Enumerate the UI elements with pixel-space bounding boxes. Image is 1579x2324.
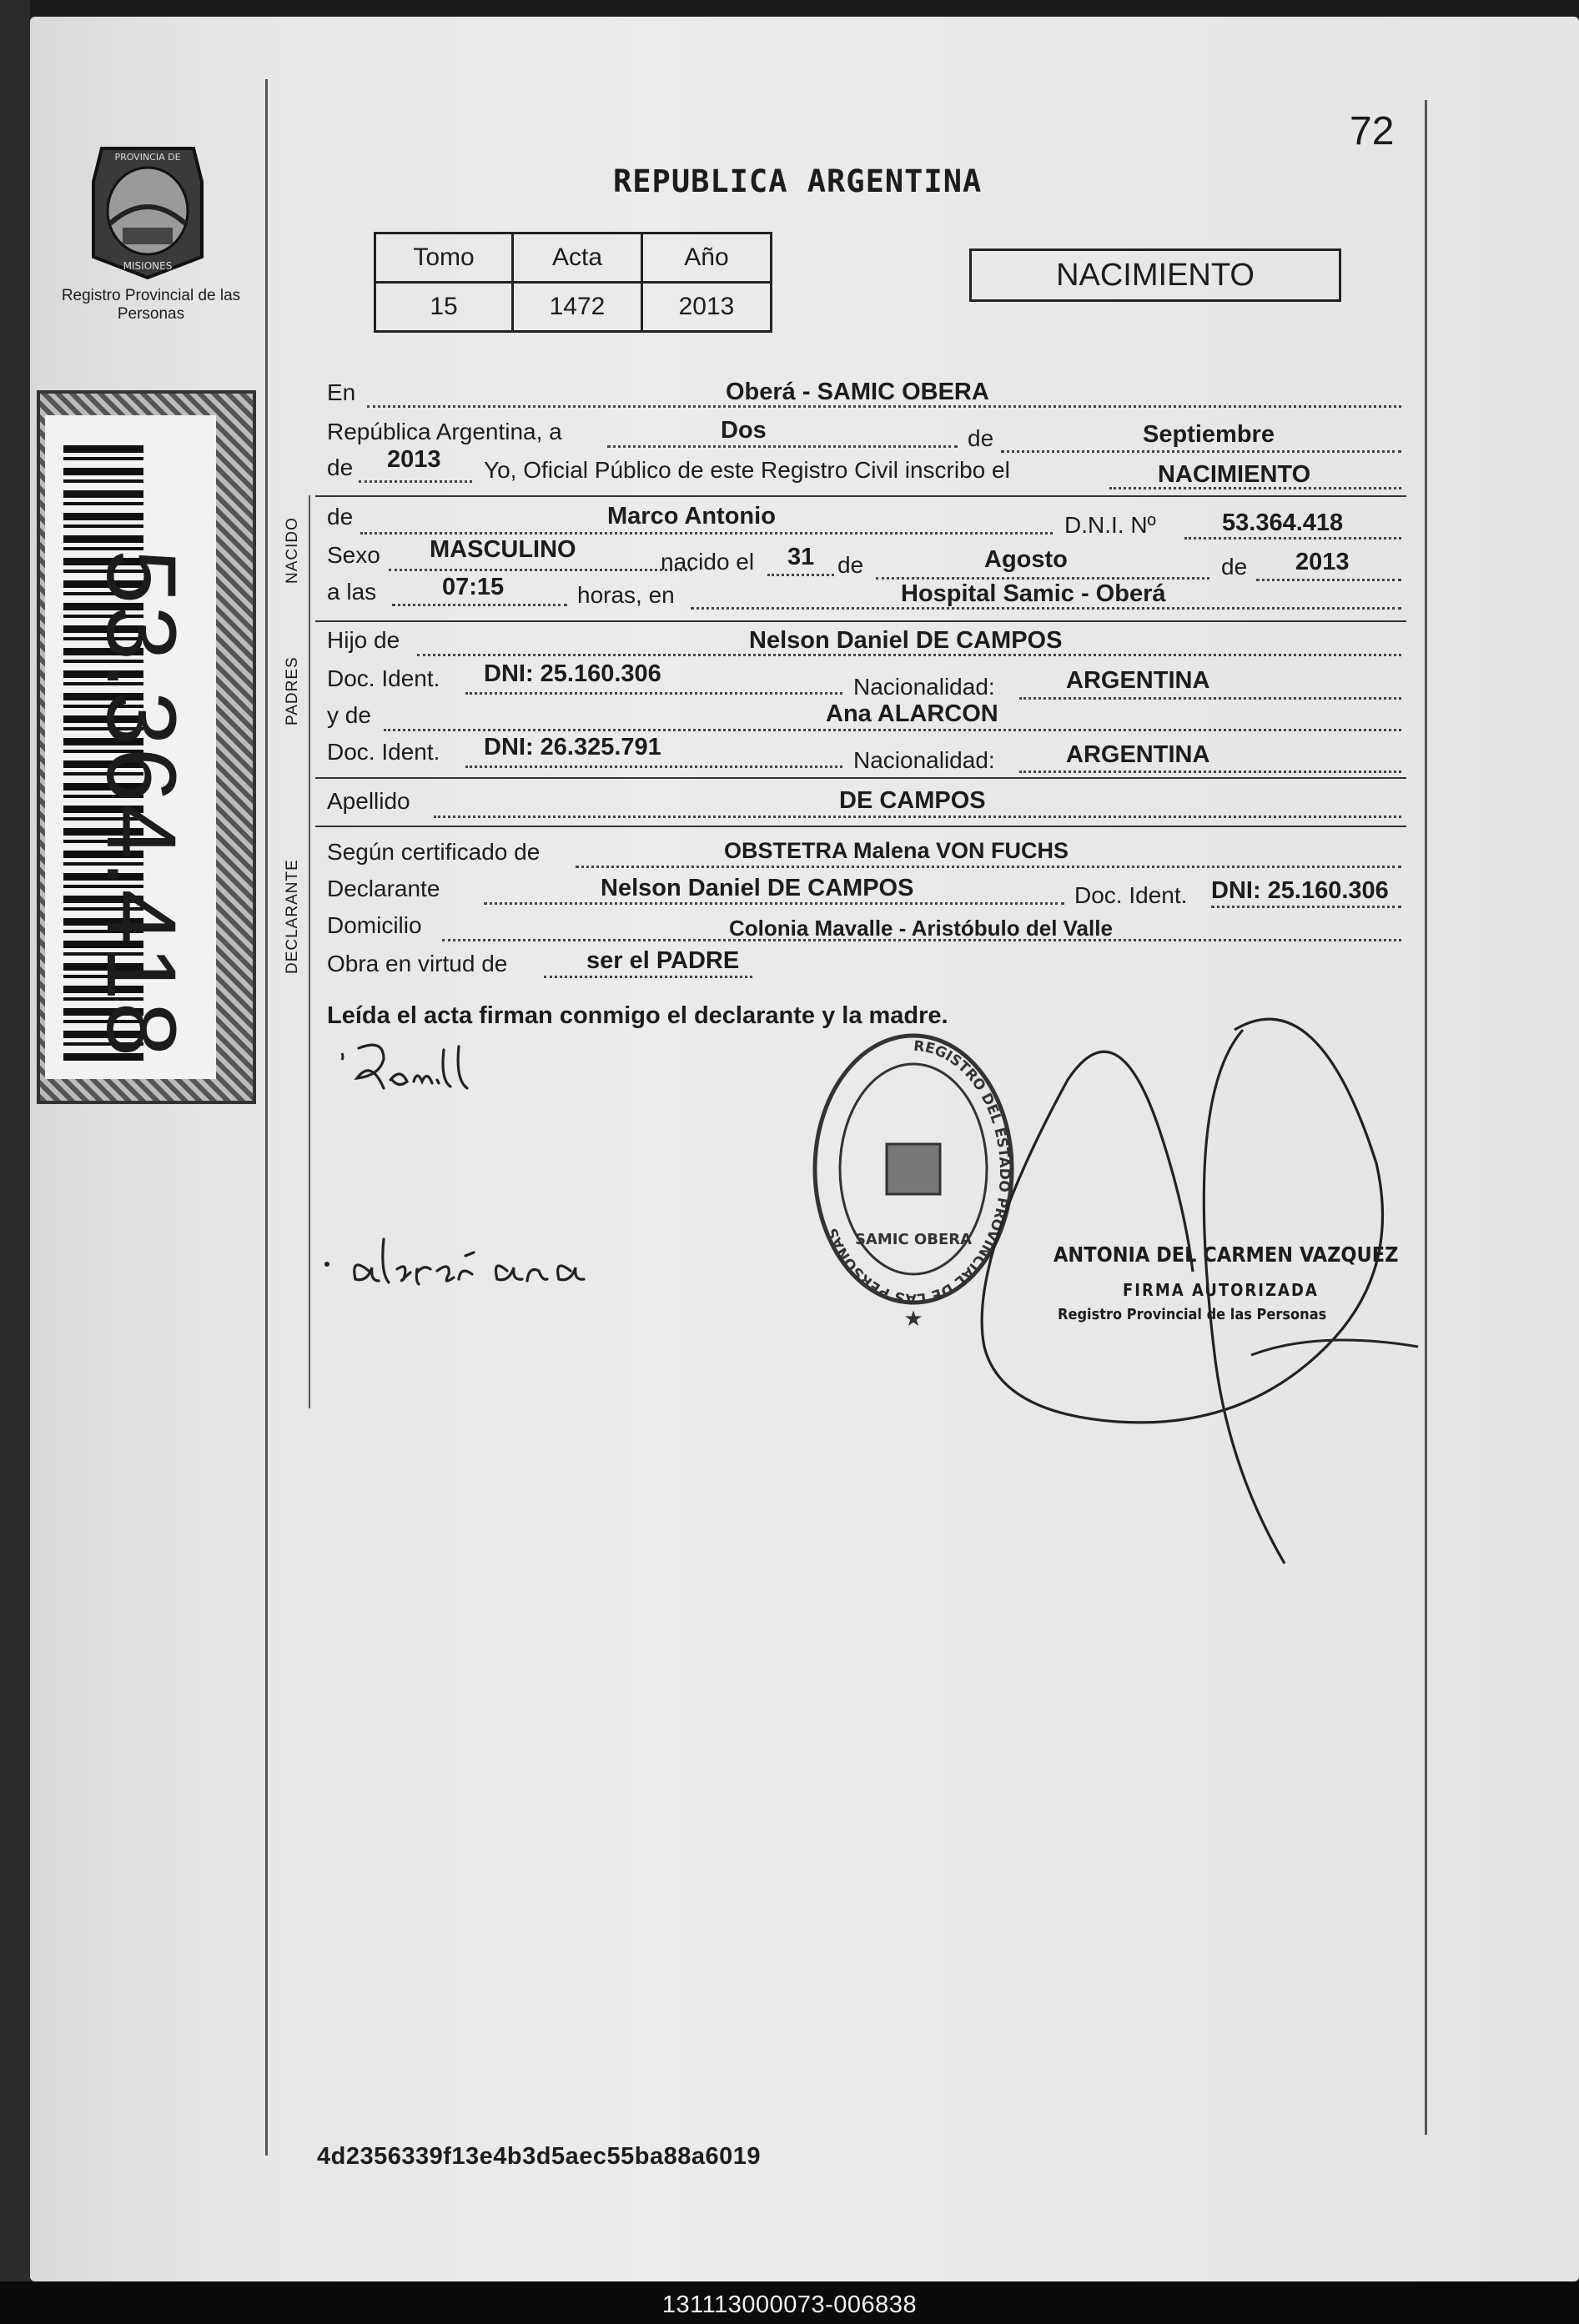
domicilio-label: Domicilio	[327, 912, 422, 938]
hora-line	[392, 604, 567, 606]
anio-value: 2013	[642, 283, 772, 332]
official-title: FIRMA AUTORIZADA	[1123, 1280, 1319, 1300]
tomo-value: 15	[375, 283, 513, 332]
nac-mes-line	[876, 577, 1209, 580]
apellido-label: Apellido	[327, 788, 410, 814]
svg-text:PROVINCIA DE: PROVINCIA DE	[114, 152, 181, 163]
tomo-acta-anio-table	[374, 232, 772, 333]
signature-madre	[317, 1231, 667, 1306]
decl-doc-value: DNI: 25.160.306	[1211, 877, 1389, 904]
lugar-value: Hospital Samic - Oberá	[901, 580, 1166, 607]
de-anio-label: de	[327, 454, 354, 480]
svg-text:MISIONES: MISIONES	[123, 260, 173, 272]
obra-label: Obra en virtud de	[327, 951, 508, 976]
en-label: En	[327, 379, 356, 405]
madre-doc-label: Doc. Ident.	[327, 739, 440, 765]
acta-header: Acta	[513, 233, 642, 283]
padre-nac-label: Nacionalidad:	[853, 674, 995, 700]
nombre-line	[360, 532, 1053, 535]
logo-label: Registro Provincial de las Personas	[61, 287, 241, 323]
de-nombre-label: de	[327, 504, 354, 530]
decl-doc-line	[1211, 906, 1401, 908]
de-anio2-label: de	[1221, 554, 1248, 580]
nac-anio-value: 2013	[1295, 549, 1350, 575]
page-number: 72	[1350, 109, 1395, 153]
barcode-number: 53.364.418	[86, 549, 196, 1059]
official-name: ANTONIA DEL CARMEN VAZQUEZ	[1054, 1242, 1399, 1267]
nac-anio-line	[1256, 579, 1401, 581]
nac-mes-value: Agosto	[984, 546, 1068, 573]
de-mes-label: de	[837, 552, 864, 578]
section-label-padres: PADRES	[284, 656, 301, 725]
dni-line	[1184, 537, 1401, 540]
acta-value: 1472	[513, 283, 642, 332]
en-value: Oberá - SAMIC OBERA	[726, 379, 989, 405]
barcode-panel	[37, 390, 256, 1104]
madre-nac-value: ARGENTINA	[1066, 741, 1210, 768]
padre-doc-label: Doc. Ident.	[327, 665, 440, 691]
domicilio-value: Colonia Mavalle - Aristóbulo del Valle	[729, 916, 1113, 941]
padre-doc-value: DNI: 25.160.306	[484, 660, 661, 687]
madre-nac-line	[1019, 770, 1401, 773]
tomo-header: Tomo	[375, 233, 513, 283]
nacido-top-line	[315, 495, 1406, 497]
padre-nac-value: ARGENTINA	[1066, 667, 1210, 694]
sexo-line	[389, 569, 692, 571]
binding-gutter	[0, 0, 30, 2324]
barcode-inner	[45, 415, 216, 1079]
declarante-line	[484, 902, 1064, 905]
document-title: REPUBLICA ARGENTINA	[613, 163, 983, 199]
y-de-label: y de	[327, 702, 371, 728]
stamp-ring-text: REGISTRO DEL ESTADO PROVINCIAL DE LAS PERSONAS	[823, 1037, 1013, 1308]
obra-value: ser el PADRE	[586, 947, 740, 974]
certificado-value: OBSTETRA Malena VON FUCHS	[724, 838, 1069, 863]
footer-code: 131113000073-006838	[661, 2291, 918, 2318]
nacido-el-label: nacido el	[661, 549, 755, 575]
madre-line	[384, 729, 1401, 731]
madre-doc-value: DNI: 26.325.791	[484, 734, 661, 760]
hijo-de-label: Hijo de	[327, 627, 400, 653]
provincia-misiones-seal-icon	[77, 132, 219, 282]
madre-doc-line	[465, 765, 842, 768]
dni-value: 53.364.418	[1222, 509, 1344, 536]
signature-official	[968, 996, 1435, 1597]
anio-value: 2013	[387, 446, 441, 473]
document-hash: 4d2356339f13e4b3d5aec55ba88a6019	[317, 2143, 761, 2170]
decl-doc-label: Doc. Ident.	[1074, 882, 1188, 908]
declarante-label: Declarante	[327, 876, 440, 901]
acto-value: NACIMIENTO	[1158, 461, 1311, 488]
section-label-nacido: NACIDO	[284, 517, 301, 584]
svg-text:★: ★	[903, 1306, 923, 1331]
left-margin-line	[265, 79, 268, 2156]
declarante-value: Nelson Daniel DE CAMPOS	[601, 875, 914, 901]
signature-declarante	[334, 1038, 500, 1113]
sexo-label: Sexo	[327, 542, 380, 568]
apellido-value: DE CAMPOS	[839, 787, 986, 814]
a-las-label: a las	[327, 579, 377, 605]
nombre-value: Marco Antonio	[607, 503, 776, 530]
nac-dia-value: 31	[787, 544, 815, 570]
leida-text: Leída el acta firman conmigo el declarante y la madre.	[327, 1002, 948, 1029]
republica-label: República Argentina, a	[327, 419, 562, 444]
anio-line	[359, 480, 472, 483]
section-divider	[309, 495, 310, 1408]
stamp-center-text: SAMIC OBERA	[854, 1231, 973, 1248]
padre-value: Nelson Daniel DE CAMPOS	[749, 627, 1063, 654]
document-type-box: NACIMIENTO	[969, 248, 1341, 302]
certificado-label: Según certificado de	[327, 839, 541, 865]
obra-line	[544, 976, 752, 978]
dni-label: D.N.I. Nº	[1064, 512, 1156, 538]
padres-top-line	[315, 620, 1406, 622]
nac-dia-line	[767, 574, 834, 576]
madre-nac-label: Nacionalidad:	[853, 747, 995, 773]
section-label-declarante: DECLARANTE	[284, 859, 301, 974]
hora-value: 07:15	[442, 574, 505, 600]
apellido-bottom-line	[315, 826, 1406, 827]
padres-bottom-line	[315, 777, 1406, 779]
dia-line	[607, 445, 958, 448]
padre-doc-line	[465, 692, 842, 695]
mes-line	[1001, 450, 1401, 453]
mes-value: Septiembre	[1143, 421, 1275, 448]
madre-value: Ana ALARCON	[826, 700, 998, 727]
anio-header: Año	[642, 233, 772, 283]
sexo-value: MASCULINO	[430, 536, 576, 563]
certificado-line	[576, 866, 1401, 868]
padre-nac-line	[1019, 697, 1401, 700]
horas-en-label: horas, en	[577, 582, 675, 608]
apellido-line	[434, 816, 1401, 818]
oficial-text: Yo, Oficial Público de este Registro Civil inscribo el	[484, 457, 1010, 483]
de-label: de	[968, 425, 994, 451]
official-org: Registro Provincial de las Personas	[1058, 1306, 1327, 1323]
dia-value: Dos	[721, 417, 767, 444]
